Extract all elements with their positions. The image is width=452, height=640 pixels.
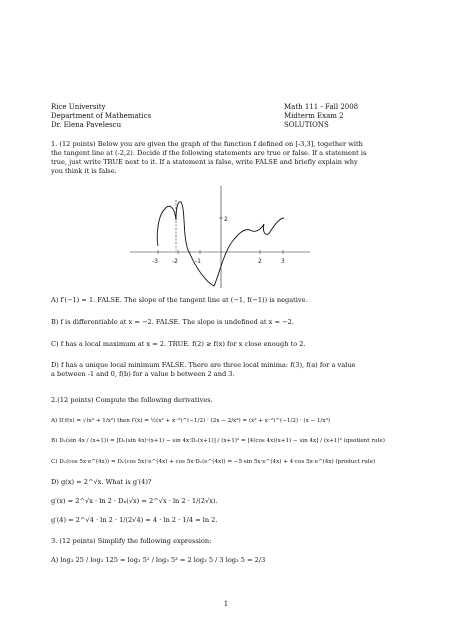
q2-part-d-step2: g′(4) = 2^√4 · ln 2 · 1/(2√4) = 4 · ln 2 · 1/4 = ln 2. (51, 516, 218, 524)
y-tick-label: 2 (224, 216, 228, 223)
course-name: Math 111 - Fall 2008 (284, 103, 359, 111)
question-1-line: 1. (12 points) Below you are given the graph of the function f defined on [-3,3], together with (51, 140, 363, 148)
header-right (284, 103, 358, 130)
x-tick-label: -3 (152, 258, 158, 265)
q3-part-a: A) log₃ 25 / log₃ 125 = log₃ 5² / log₃ 5³ = 2 log₃ 5 / 3 log₃ 5 = 2/3 (51, 556, 266, 564)
university-name: Rice University (51, 103, 106, 111)
q1-part-d-line: D) f has a unique local minimum FALSE. There are three local minima: f(3), f(a) for a value (51, 361, 356, 369)
exam-name: Midterm Exam 2 (284, 112, 344, 120)
q2-part-d-step1: g′(x) = 2^√x · ln 2 · Dₓ(√x) = 2^√x · ln 2 · 1/(2√x). (51, 497, 218, 505)
graph-svg (120, 180, 320, 290)
solutions-label: SOLUTIONS (284, 121, 329, 129)
q1-part-a: A) f′(−1) = 1. FALSE. The slope of the tangent line at (−1, f(−1)) is negative. (51, 296, 308, 304)
q1-part-c: C) f has a local maximum at x = 2. TRUE. f(2) ≥ f(x) for x close enough to 2. (51, 340, 306, 348)
question-1-line: the tangent line at (-2,2). Decide if the following statements are true or false. If a statement is (51, 149, 367, 157)
question-1-intro (51, 140, 405, 176)
instructor-name: Dr. Elena Pavelescu (51, 121, 122, 129)
question-1-line: true, just write TRUE next to it. If a statement is false, write FALSE and briefly explain why (51, 158, 358, 166)
q2-part-b: B) Dₓ(sin 4x / (x+1)) = [Dₓ(sin 4x)·(x+1) − sin 4x·Dₓ(x+1)] / (x+1)² = [4(cos 4x)(x+1) − sin 4x] / (x+1)² (quotient rule) (51, 438, 385, 444)
x-tick-label: 2 (258, 258, 262, 265)
x-tick-label: 3 (281, 258, 285, 265)
function-graph (120, 180, 320, 290)
page-number: 1 (223, 600, 229, 608)
q1-part-b: B) f is differentiable at x = −2. FALSE. The slope is undefined at x = −2. (51, 318, 294, 326)
q1-part-d-line: a between -1 and 0, f(b) for a value b between 2 and 3. (51, 370, 235, 378)
question-2-intro: 2.(12 points) Compute the following derivatives. (51, 396, 213, 404)
q2-part-c: C) Dₓ(cos 5x·e^(4x)) = Dₓ(cos 5x)·e^(4x) + cos 5x·Dₓ(e^(4x)) = −5·sin 5x·e^(4x) + 4·cos 5x·e^(4x) (product rule) (51, 459, 376, 465)
department-name: Department of Mathematics (51, 112, 152, 120)
question-1-line: you think it is false. (51, 167, 117, 175)
x-tick-label: -1 (195, 258, 201, 265)
q2-part-d: D) g(x) = 2^√x. What is g′(4)? (51, 478, 152, 486)
x-tick-label: -2 (172, 258, 178, 265)
q1-part-d (51, 361, 405, 379)
question-3-intro: 3. (12 points) Simplify the following expression: (51, 537, 212, 545)
header-left (51, 103, 151, 130)
q2-part-a: A) If f(x) = √(x² + 1/x²) then f′(x) = ½(x² + x⁻²)^(−1/2) · (2x − 2/x³) = (x² + x⁻²)^(−1/2) · (x − 1/x³) (51, 418, 331, 424)
